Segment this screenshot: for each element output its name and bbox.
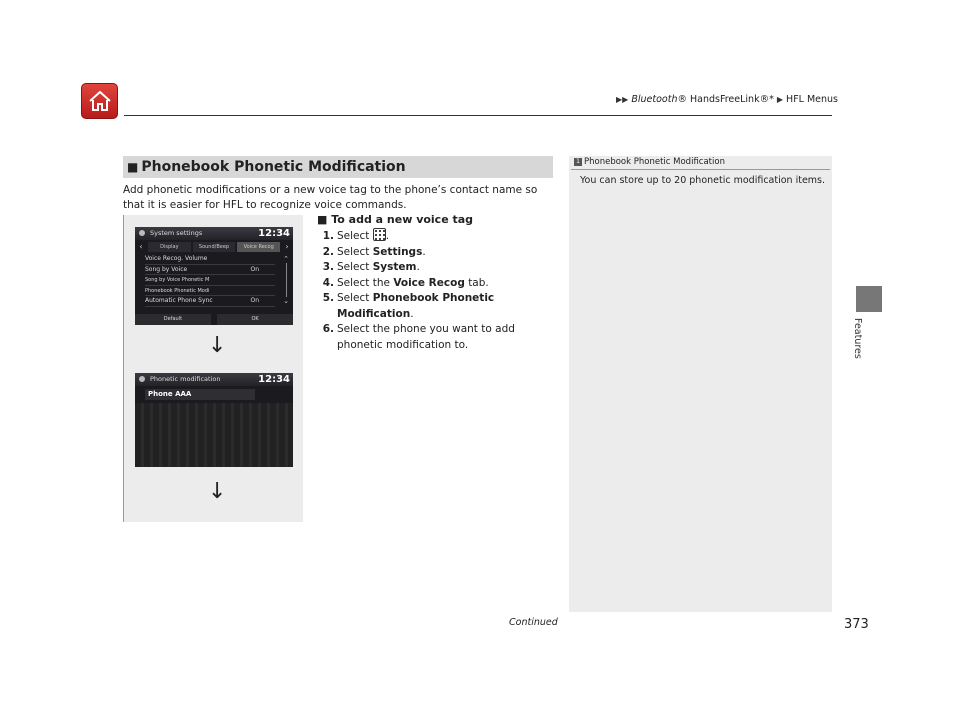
step-6: 6. Select the phone you want to add phonetic modification to. xyxy=(322,323,515,351)
screen-clock: 12:34 xyxy=(258,374,290,385)
step-3: 3. Select System. xyxy=(322,261,420,273)
chapter-label: Features xyxy=(852,318,863,359)
scrollbar[interactable] xyxy=(283,255,289,311)
note-index: 1 xyxy=(574,158,582,166)
procedure-heading: ■ To add a new voice tag xyxy=(317,213,474,226)
note-panel xyxy=(569,156,832,612)
section-title: Phonebook Phonetic Modification xyxy=(141,159,406,175)
intro-paragraph: Add phonetic modifications or a new voice tag to the phone’s contact name so that it is easier for HFL to recognize voice commands. xyxy=(123,184,538,211)
home-button[interactable] xyxy=(81,83,118,119)
breadcrumb-bluetooth[interactable]: Bluetooth xyxy=(631,94,678,105)
down-arrow-icon: ↓ xyxy=(208,333,227,358)
default-button[interactable]: Default xyxy=(135,314,211,325)
tab-voice-recog[interactable]: Voice Recog xyxy=(237,242,280,252)
step-2: 2. Select Settings. xyxy=(322,245,426,258)
step-5: 5. Select Phonebook Phonetic Modification. xyxy=(322,292,495,320)
chevron-left-icon[interactable]: ‹ xyxy=(139,242,143,251)
screen-clock: 12:34 xyxy=(258,228,290,239)
screen-title: Phonetic modification xyxy=(150,375,221,383)
section-heading xyxy=(123,156,553,178)
down-arrow-icon: ↓ xyxy=(208,479,227,504)
continued-label: Continued xyxy=(509,617,558,628)
breadcrumb-arrows: ▶▶ xyxy=(616,95,629,104)
chevron-right-icon[interactable]: › xyxy=(285,242,289,251)
page-number: 373 xyxy=(844,617,869,632)
screen-footer xyxy=(135,314,293,325)
screen-background xyxy=(135,403,293,467)
scroll-up-icon[interactable]: ⌃ xyxy=(283,255,289,263)
breadcrumb-handsfreelink[interactable]: ® HandsFreeLink®* xyxy=(677,94,774,105)
screenshot-column xyxy=(123,215,303,522)
menu-icon xyxy=(139,376,145,382)
header-rule xyxy=(124,115,832,116)
screen-title-bar xyxy=(135,373,293,386)
step-1: 1. Select . xyxy=(322,230,390,242)
tab-display[interactable]: Display xyxy=(148,242,191,252)
list-item[interactable]: Song by Voice On xyxy=(145,265,275,276)
screen-title-bar xyxy=(135,227,293,240)
chapter-tab[interactable] xyxy=(856,286,882,312)
step-4: 4. Select the Voice Recog tab. xyxy=(322,276,489,289)
section-marker: ■ xyxy=(127,160,139,174)
menu-icon xyxy=(139,230,145,236)
settings-tabs xyxy=(135,242,293,252)
phonetic-modification-screen xyxy=(135,373,293,467)
note-text: You can store up to 20 phonetic modification items. xyxy=(580,175,826,186)
list-item[interactable]: Phonebook Phonetic Modi xyxy=(145,286,275,297)
note-divider xyxy=(571,169,830,170)
scroll-down-icon[interactable]: ⌄ xyxy=(283,297,289,305)
tab-sound-beep[interactable]: Sound/Beep xyxy=(193,242,236,252)
apps-grid-icon xyxy=(373,228,386,241)
settings-list xyxy=(145,254,275,307)
system-settings-screen xyxy=(135,227,293,325)
list-item[interactable]: Automatic Phone Sync On xyxy=(145,296,275,307)
home-icon xyxy=(88,90,112,112)
screen-title: System settings xyxy=(150,229,203,237)
breadcrumb xyxy=(616,94,838,105)
note-title: 1 Phonebook Phonetic Modification xyxy=(574,157,725,167)
ok-button[interactable]: OK xyxy=(217,314,293,325)
step-list xyxy=(317,228,557,353)
phone-list-item[interactable]: Phone AAA xyxy=(145,389,255,400)
list-item[interactable]: Song by Voice Phonetic M xyxy=(145,275,275,286)
breadcrumb-separator: ▶ xyxy=(776,95,784,104)
procedure xyxy=(317,213,557,353)
list-item[interactable]: Voice Recog. Volume xyxy=(145,254,275,265)
breadcrumb-hfl-menus[interactable]: HFL Menus xyxy=(786,94,838,105)
